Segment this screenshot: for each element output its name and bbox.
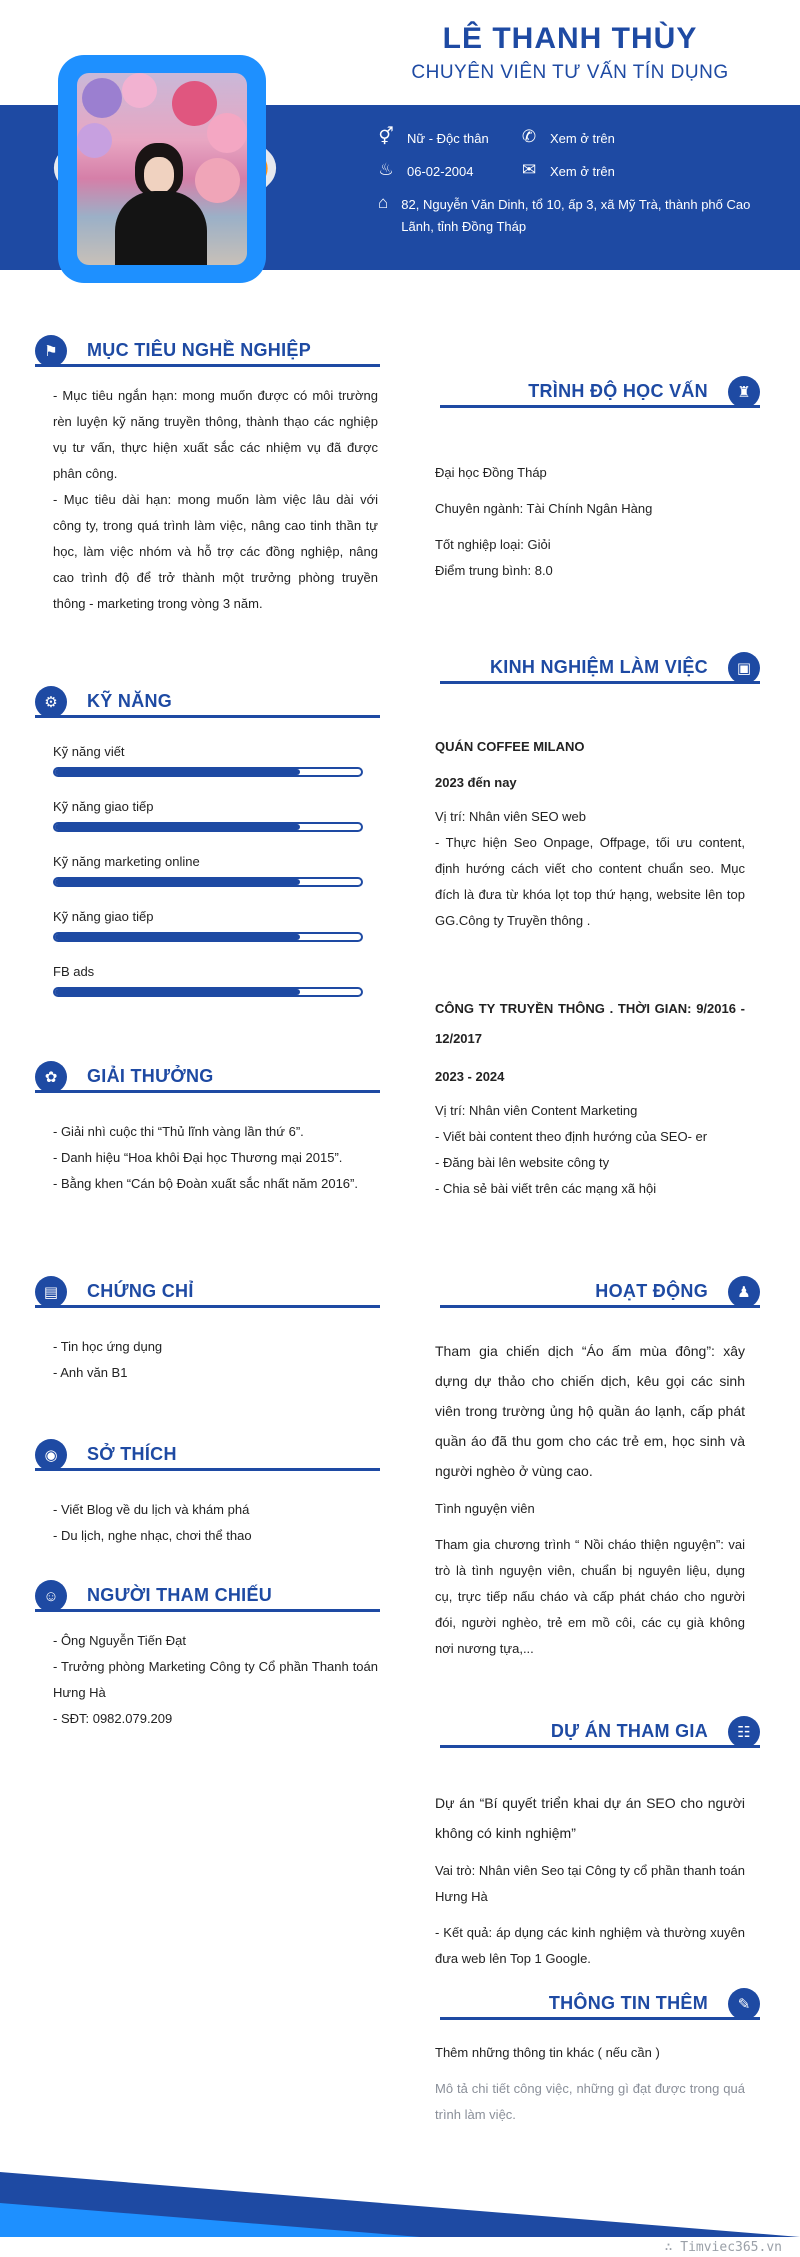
skill-item: Kỹ năng viết <box>53 744 380 777</box>
section-references <box>35 1580 380 1732</box>
section-title: CHỨNG CHỈ <box>87 1281 194 1301</box>
skill-bar <box>53 877 363 887</box>
hobby-item: - Du lịch, nghe nhạc, chơi thể thao <box>53 1528 252 1543</box>
venus-mars-icon: ⚥ <box>378 127 394 146</box>
skill-item: Kỹ năng giao tiếp <box>53 909 380 942</box>
profile-photo-frame <box>40 35 285 310</box>
section-title: NGƯỜI THAM CHIẾU <box>87 1585 273 1605</box>
section-title: KINH NGHIỆM LÀM VIỆC <box>489 657 708 677</box>
skill-bar <box>53 987 363 997</box>
section-divider <box>35 364 380 367</box>
award-item: - Danh hiệu “Hoa khôi Đại học Thương mại 2015”. <box>53 1150 343 1165</box>
section-divider <box>440 2017 760 2020</box>
section-divider <box>440 681 760 684</box>
education-school: Đại học Đồng Tháp <box>435 465 547 480</box>
project-result: - Kết quả: áp dụng các kinh nghiệm và thường xuyên đưa web lên Top 1 Google. <box>435 1925 745 1966</box>
contact-birthday: ♨ 06-02-2004 <box>375 161 474 183</box>
section-title: SỞ THÍCH <box>87 1444 177 1464</box>
skill-bar <box>53 822 363 832</box>
skill-fill <box>55 934 300 940</box>
job-company: CÔNG TY TRUYỀN THÔNG . THỜI GIAN: 9/2016 - 12/2017 <box>435 1001 745 1046</box>
section-activities <box>435 1276 760 1662</box>
section-title: KỸ NĂNG <box>87 691 173 711</box>
activity-description: Tham gia chiến dịch “Áo ấm mùa đông”: xây dựng dự thảo cho chiến dịch, kêu gọi các sinh viên trong trường ủng hộ quần áo lạnh, cấp phát quần áo đã thu gom cho các trẻ em, học sinh và người nghèo ở vùng cao. <box>435 1343 745 1479</box>
section-title: MỤC TIÊU NGHỀ NGHIỆP <box>87 340 312 360</box>
section-awards <box>35 1061 380 1197</box>
job-title: CHUYÊN VIÊN TƯ VẤN TÍN DỤNG <box>411 62 729 83</box>
contact-address: ⌂ 82, Nguyễn Văn Dinh, tổ 10, ấp 3, xã Mỹ Trà, thành phố Cao Lãnh, tỉnh Đồng Tháp <box>375 194 755 238</box>
flag-icon: ⚑ <box>35 335 67 367</box>
section-divider <box>35 1468 380 1471</box>
skill-item: Kỹ năng marketing online <box>53 854 380 887</box>
section-skills <box>35 686 380 1019</box>
brush-icon: ✎ <box>728 1988 760 2020</box>
job-period: 2023 đến nay <box>435 775 517 790</box>
job-position: Vị trí: Nhân viên SEO web <box>435 809 587 824</box>
skill-fill <box>55 989 300 995</box>
cake-icon: ♨ <box>378 160 394 179</box>
objective-short: - Mục tiêu ngắn hạn: mong muốn được có môi trường rèn luyện kỹ năng truyền thông, thành thạo các nghiệp vụ tư vấn, thực hiện xuất sắc các nhiệm vụ đã được phân công. <box>53 388 378 481</box>
contact-phone: ✆ Xem ở trên <box>518 128 615 150</box>
section-title: GIẢI THƯỞNG <box>87 1066 214 1086</box>
section-education <box>435 376 760 584</box>
skill-bar <box>53 932 363 942</box>
section-divider <box>440 405 760 408</box>
contact-gender: ⚥ Nữ - Độc thân <box>375 128 489 150</box>
skill-item: FB ads <box>53 964 380 997</box>
job-description: - Đăng bài lên website công ty <box>435 1155 610 1170</box>
section-experience <box>435 652 760 1202</box>
activity-role: Tình nguyện viên <box>435 1501 535 1516</box>
reference-phone: - SĐT: 0982.079.209 <box>53 1711 173 1726</box>
award-item: - Bằng khen “Cán bộ Đoàn xuất sắc nhất năm 2016”. <box>53 1176 358 1191</box>
section-divider <box>35 1609 380 1612</box>
objective-long: - Mục tiêu dài hạn: mong muốn làm việc lâu dài với công ty, trong quá trình làm việc, nâng cao tinh thần tự học, làm việc nhóm và hỗ trợ các đồng nghiệp, nâng cao trình độ để trở thành một trưởng phòng truyền thông - marketing trong vòng 3 năm. <box>53 492 378 611</box>
candidate-name: LÊ THANH THÙY <box>442 22 698 55</box>
section-extra-info <box>435 1988 760 2128</box>
reference-title: - Trưởng phòng Marketing Công ty Cổ phần Thanh toán Hưng Hà <box>53 1659 378 1700</box>
user-icon: ☺ <box>35 1580 67 1612</box>
education-gpa: Điểm trung bình: 8.0 <box>435 563 553 578</box>
gamepad-icon: ◉ <box>35 1439 67 1471</box>
job-description: - Thực hiện Seo Onpage, Offpage, tối ưu content, định hướng cách viết cho content chuẩn seo. Mục đích là đưa từ khóa lọt top thứ hạng, website lên top GG.Công ty Truyền thông . <box>435 835 745 928</box>
skill-fill <box>55 769 300 775</box>
section-projects <box>435 1716 760 1972</box>
activity-description: Tham gia chương trình “ Nồi cháo thiện nguyện”: vai trò là tình nguyện viên, chuẩn bị nguyên liệu, dụng cụ, trực tiếp nấu cháo và cấp phát cháo cho người đói, người nghèo, trẻ em mồ côi, các cụ già không nơi nương tựa,... <box>435 1537 745 1656</box>
section-title: HOẠT ĐỘNG <box>595 1281 708 1301</box>
job-description: - Viết bài content theo định hướng của SEO- er <box>435 1129 708 1144</box>
skill-fill <box>55 824 300 830</box>
profile-photo <box>77 73 247 265</box>
certificate-item: - Tin học ứng dụng <box>53 1339 163 1354</box>
job-position: Vị trí: Nhân viên Content Marketing <box>435 1103 638 1118</box>
section-title: THÔNG TIN THÊM <box>548 1993 708 2013</box>
section-divider <box>35 1305 380 1308</box>
footer-decor-light <box>0 2203 420 2237</box>
users-icon: ☷ <box>728 1716 760 1748</box>
certificate-icon: ▤ <box>35 1276 67 1308</box>
watermark-logo: ∴ Timviec365.vn <box>664 2240 782 2255</box>
skype-icon: ✆ <box>521 127 537 146</box>
briefcase-icon: ▣ <box>728 652 760 684</box>
job-period: 2023 - 2024 <box>435 1069 505 1084</box>
job-company: QUÁN COFFEE MILANO <box>435 739 585 754</box>
skills-list <box>53 744 380 997</box>
section-hobbies <box>35 1439 380 1549</box>
project-role: Vai trò: Nhân viên Seo tại Công ty cổ phần thanh toán Hưng Hà <box>435 1863 745 1904</box>
running-icon: ♟ <box>728 1276 760 1308</box>
section-certificates <box>35 1276 380 1386</box>
education-grade: Tốt nghiệp loại: Giỏi <box>435 537 551 552</box>
hobby-item: - Viết Blog về du lịch và khám phá <box>53 1502 250 1517</box>
section-title: TRÌNH ĐỘ HỌC VẤN <box>528 381 708 401</box>
skill-bar <box>53 767 363 777</box>
section-divider <box>35 715 380 718</box>
award-item: - Giải nhì cuộc thi “Thủ lĩnh vàng lần thứ 6”. <box>53 1124 304 1139</box>
extra-info-heading: Thêm những thông tin khác ( nếu cần ) <box>435 2045 660 2060</box>
users-cog-icon: ⚙ <box>35 686 67 718</box>
certificate-item: - Anh văn B1 <box>53 1365 128 1380</box>
home-icon: ⌂ <box>378 193 389 212</box>
section-divider <box>440 1745 760 1748</box>
project-name: Dự án “Bí quyết triển khai dự án SEO cho người không có kinh nghiệm” <box>435 1795 745 1841</box>
section-objective <box>35 335 380 617</box>
skill-item: Kỹ năng giao tiếp <box>53 799 380 832</box>
skill-fill <box>55 879 300 885</box>
education-major: Chuyên ngành: Tài Chính Ngân Hàng <box>435 501 653 516</box>
section-divider <box>35 1090 380 1093</box>
section-divider <box>440 1305 760 1308</box>
section-title: DỰ ÁN THAM GIA <box>550 1721 708 1741</box>
mail-icon: ✉ <box>521 160 537 179</box>
reference-name: - Ông Nguyễn Tiến Đạt <box>53 1633 186 1648</box>
extra-info-placeholder: Mô tả chi tiết công việc, những gì đạt được trong quá trình làm việc. <box>435 2081 745 2122</box>
job-description: - Chia sẻ bài viết trên các mạng xã hội <box>435 1181 657 1196</box>
graduation-cap-icon: ♜ <box>728 376 760 408</box>
contact-email: ✉ Xem ở trên <box>518 161 615 183</box>
gift-icon: ✿ <box>35 1061 67 1093</box>
